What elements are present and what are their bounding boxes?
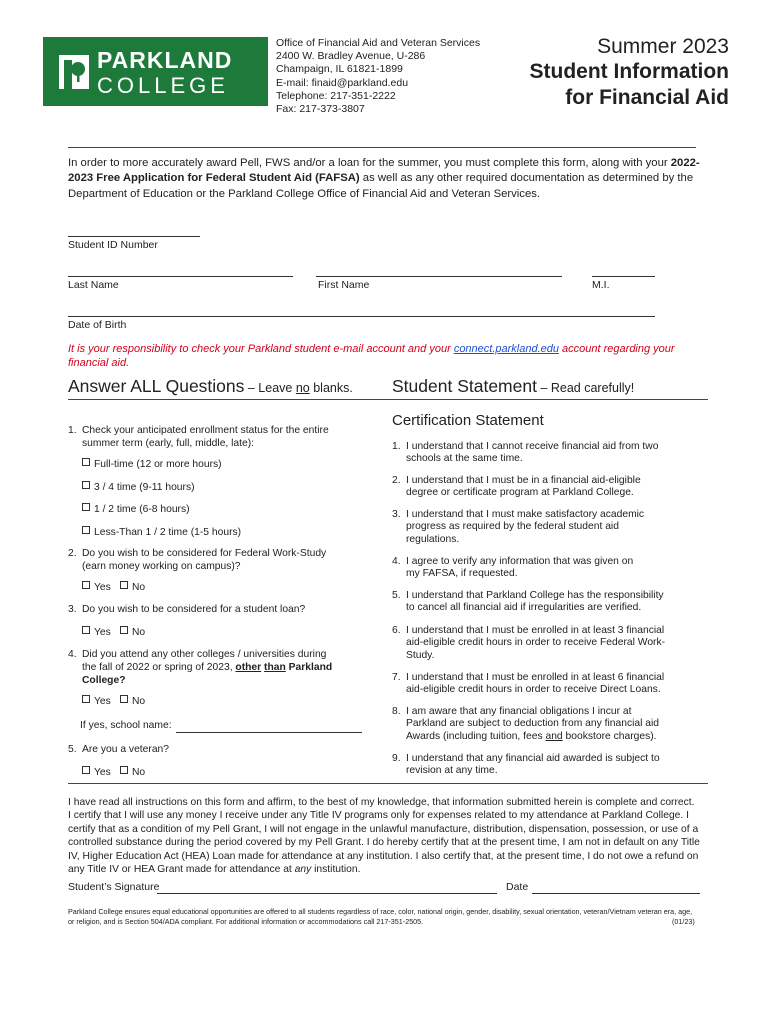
no-label: No <box>132 627 146 638</box>
statement-7 <box>392 672 668 698</box>
statement-8-and: and <box>545 730 563 742</box>
q3-no-option[interactable] <box>120 626 145 638</box>
q2-number: 2. <box>68 548 77 559</box>
office-contact-block <box>276 37 480 116</box>
q4-no-option[interactable] <box>120 695 145 707</box>
answer-all-no: no <box>295 381 310 395</box>
date-line[interactable] <box>532 893 700 894</box>
statement-number: 6. <box>392 625 401 636</box>
q1-option-less-than-half[interactable] <box>82 526 241 538</box>
lower-divider <box>68 783 708 784</box>
student-statement-heading <box>392 376 634 397</box>
statement-8-pre: I am aware that any financial obligations I incur at Parkland are subject to deduction from any financial aid Awards (including tuition, fees <box>406 706 659 742</box>
affirm-text-2: institution. <box>311 864 361 876</box>
mi-line[interactable] <box>592 276 655 277</box>
form-title-line1: Student Information <box>529 60 729 83</box>
statement-text: I understand that Parkland College has the responsibility to cancel all financial aid if irregularities are verified. <box>406 590 664 614</box>
first-name-line[interactable] <box>316 276 562 277</box>
statement-text: I agree to verify any information that was given on my FAFSA, if requested. <box>406 556 634 580</box>
statement-text: I understand that I must be enrolled in at least 6 financial aid-eligible credit hours in order to receive Direct Loans. <box>406 672 665 696</box>
q3-text: Do you wish to be considered for a student loan? <box>82 604 306 615</box>
checkbox-icon[interactable] <box>120 581 128 589</box>
notice-text-2: account regarding your financial aid. <box>68 343 675 369</box>
q5-yes-option[interactable] <box>82 766 111 778</box>
office-address2: Champaign, IL 61821-1899 <box>276 63 403 76</box>
q1-option-half[interactable] <box>82 503 190 515</box>
question-2 <box>68 547 338 573</box>
statement-8 <box>392 706 668 744</box>
intro-text-1: In order to more accurately award Pell, FWS and/or a loan for the summer, you must complete this form, along with your <box>68 157 671 169</box>
q5-no-option[interactable] <box>120 766 145 778</box>
form-title-line2: for Financial Aid <box>565 86 729 109</box>
statement-number: 9. <box>392 753 401 764</box>
parkland-p-tree-icon <box>59 55 89 89</box>
statement-number: 3. <box>392 509 401 520</box>
form-title <box>530 34 729 111</box>
checkbox-icon[interactable] <box>82 581 90 589</box>
form-version: (01/23) <box>672 917 695 926</box>
q4-yes-option[interactable] <box>82 695 111 707</box>
statement-2 <box>392 475 668 501</box>
student-statement-title: Student Statement <box>392 376 537 396</box>
answer-all-heading <box>68 376 353 397</box>
checkbox-icon[interactable] <box>120 695 128 703</box>
affirm-any: any <box>294 864 312 876</box>
yes-label: Yes <box>94 627 111 638</box>
office-name: Office of Financial Aid and Veteran Services <box>276 37 481 49</box>
student-id-label: Student ID Number <box>68 239 158 251</box>
date-label: Date <box>506 881 529 893</box>
q1-option-fulltime[interactable] <box>82 458 222 470</box>
equal-opportunity-footer: Parkland College ensures equal educational opportunities are offered to all students regardless of race, color, national origin, gender, disability, sexual orientation, veteran/Vietnam veteran era, age, or religion, and is Section 504/ADA compliant. For additional information or accommodations call 217-351-2505. <box>68 907 693 926</box>
first-name-label: First Name <box>318 279 370 291</box>
logo-text-college: COLLEGE <box>97 73 229 98</box>
question-1 <box>68 424 338 450</box>
statement-8-post: bookstore charges). <box>562 730 657 742</box>
office-phone: Telephone: 217-351-2222 <box>276 89 396 102</box>
logo-text-parkland: PARKLAND <box>97 47 233 73</box>
checkbox-icon[interactable] <box>82 458 90 466</box>
student-id-line[interactable] <box>68 236 200 237</box>
dob-label: Date of Birth <box>68 319 127 331</box>
q1-number: 1. <box>68 425 77 436</box>
q1-opt-label: 3 / 4 time (9-11 hours) <box>94 482 195 493</box>
intro-fafsa: 2022-2023 Free Application for Federal Student Aid (FAFSA) <box>68 157 700 185</box>
q2-no-option[interactable] <box>120 581 145 593</box>
yes-label: Yes <box>94 767 111 778</box>
q4-than: than <box>264 662 286 673</box>
statement-number: 1. <box>392 441 401 452</box>
student-statement-sub: – Read carefully! <box>536 381 635 395</box>
form-term: Summer 2023 <box>597 35 729 58</box>
yes-label: Yes <box>94 696 111 707</box>
statement-text: I understand that I must be in a financial aid-eligible degree or certificate program at Parkland College. <box>406 475 641 499</box>
statement-text <box>406 706 666 743</box>
statement-1 <box>392 441 668 467</box>
school-name-label: If yes, school name: <box>80 720 172 731</box>
checkbox-icon[interactable] <box>82 695 90 703</box>
checkbox-icon[interactable] <box>82 766 90 774</box>
statement-text: I understand that I must make satisfactory academic progress as required by the federal student aid regulations. <box>406 509 645 545</box>
q4-other: other <box>235 662 262 673</box>
q1-opt-label: Less-Than 1 / 2 time (1-5 hours) <box>94 527 242 538</box>
email-notice <box>68 342 698 370</box>
no-label: No <box>132 767 146 778</box>
q1-text: Check your anticipated enrollment status for the entire summer term (early, full, middle, late): <box>82 425 329 449</box>
q4-text <box>82 648 337 687</box>
signature-line[interactable] <box>157 893 497 894</box>
connect-link[interactable]: connect.parkland.edu <box>453 343 559 355</box>
checkbox-icon[interactable] <box>82 626 90 634</box>
notice-text-1: It is your responsibility to check your Parkland student e-mail account and your <box>68 343 454 355</box>
checkbox-icon[interactable] <box>82 526 90 534</box>
q3-yes-option[interactable] <box>82 626 111 638</box>
q1-option-three-quarter[interactable] <box>82 481 195 493</box>
question-4 <box>68 648 338 688</box>
intro-paragraph <box>68 156 700 202</box>
checkbox-icon[interactable] <box>82 481 90 489</box>
checkbox-icon[interactable] <box>120 766 128 774</box>
q2-text: Do you wish to be considered for Federal Work-Study (earn money working on campus)? <box>82 548 327 572</box>
affirm-text-1: I have read all instructions on this form and affirm, to the best of my knowledge, that information submitted herein is complete and correct. I certify that I will use any money I receive under any Title IV programs only for expenses related to my attendance at Parkland College. I certify that as a condition of my Pell Grant, I will not engage in the unlawful manufacture, distribution, dispensation, possession, or use of a controlled substance during the period covered by my Pell Grant. I do hereby certify that at the present time, I am not in default on any Title IV, Higher Education Act (HEA) Loan made for attendance at any institution. I also certify that, at the present time, I do not owe a refund on any Title IV or HEA Grant made for attendance at <box>68 797 700 876</box>
statement-text: I understand that I must be enrolled in at least 3 financial aid-eligible credit hours in order to receive Federal Work-Study. <box>406 625 666 661</box>
signature-label: Student’s Signature <box>68 881 160 893</box>
last-name-line[interactable] <box>68 276 293 277</box>
checkbox-icon[interactable] <box>82 503 90 511</box>
q2-yes-option[interactable] <box>82 581 111 593</box>
statement-number: 7. <box>392 672 401 683</box>
office-address1: 2400 W. Bradley Avenue, U-286 <box>276 50 426 63</box>
q4-number: 4. <box>68 649 77 660</box>
statement-text: I understand that I cannot receive financial aid from two schools at the same time. <box>406 441 659 465</box>
last-name-label: Last Name <box>68 279 119 291</box>
statement-number: 8. <box>392 706 401 717</box>
school-name-line[interactable] <box>176 732 362 733</box>
no-label: No <box>132 696 146 707</box>
statement-number: 4. <box>392 556 401 567</box>
q3-number: 3. <box>68 604 77 615</box>
q5-number: 5. <box>68 744 77 755</box>
header-divider <box>68 147 696 148</box>
certification-heading: Certification Statement <box>392 412 544 429</box>
office-email: E-mail: finaid@parkland.edu <box>276 76 409 89</box>
answer-all-sub-1: – Leave <box>244 381 296 395</box>
statement-number: 2. <box>392 475 401 486</box>
statement-6 <box>392 625 668 663</box>
q1-opt-label: 1 / 2 time (6-8 hours) <box>94 504 190 515</box>
answer-all-title: Answer ALL Questions <box>68 376 245 396</box>
answer-all-sub-2: blanks. <box>309 381 353 395</box>
q4-text-pre: Did you attend any other colleges / universities during the fall of 2022 or spring of 2023, <box>82 649 327 673</box>
question-3 <box>68 603 338 617</box>
q5-text: Are you a veteran? <box>82 744 170 755</box>
section-divider <box>68 399 708 400</box>
dob-line[interactable] <box>68 316 655 317</box>
q1-opt-label: Full-time (12 or more hours) <box>94 459 222 470</box>
yes-label: Yes <box>94 582 111 593</box>
no-label: No <box>132 582 146 593</box>
statement-number: 5. <box>392 590 401 601</box>
q4-text-post: Parkland College? <box>82 662 333 686</box>
statement-4 <box>392 556 668 582</box>
office-fax: Fax: 217-373-3807 <box>276 103 365 116</box>
intro-text-2: as well as any other required documentation as determined by the Department of Education or the Parkland College Office of Financial Aid and Veteran Services. <box>68 172 694 200</box>
statement-text: I understand that any financial aid awarded is subject to revision at any time. <box>406 753 660 777</box>
question-5 <box>68 743 338 757</box>
affirmation-paragraph <box>68 796 700 876</box>
mi-label: M.I. <box>592 279 610 291</box>
checkbox-icon[interactable] <box>120 626 128 634</box>
statement-9 <box>392 753 668 779</box>
parkland-logo <box>43 37 268 106</box>
statement-5 <box>392 590 668 616</box>
statement-3 <box>392 509 668 547</box>
